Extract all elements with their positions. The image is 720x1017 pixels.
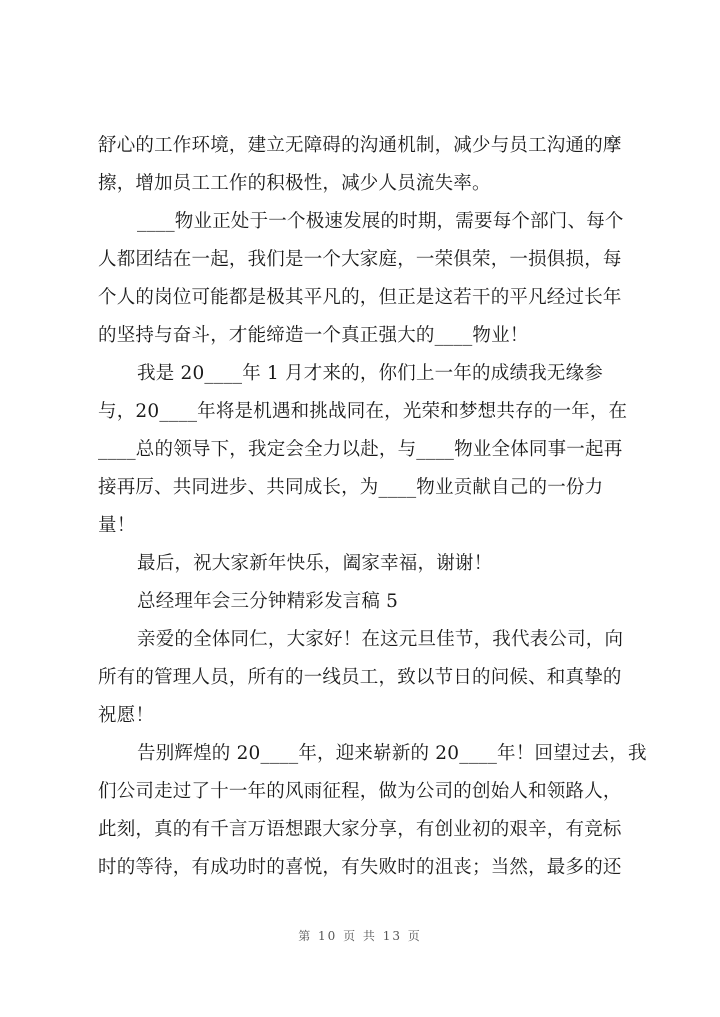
text-line: 人都团结在一起，我们是一个大家庭，一荣俱荣，一损俱损，每 [98, 249, 622, 270]
text-line: 量！ [98, 515, 136, 536]
text-line: 最后，祝大家新年快乐，阖家幸福，谢谢！ [137, 553, 493, 574]
text-line: 我是 20____年 1 月才来的，你们上一年的成绩我无缘参 [137, 363, 603, 384]
text-line: 告别辉煌的 20____年，迎来崭新的 20____年！回望过去，我 [137, 743, 647, 764]
text-line: 所有的管理人员，所有的一线员工，致以节日的问候、和真挚的 [98, 667, 622, 688]
document-body [98, 127, 647, 887]
text-line: 亲爱的全体同仁，大家好！在这元旦佳节，我代表公司，向 [137, 629, 624, 650]
text-line: 擦，增加员工工作的积极性，减少人员流失率。 [98, 173, 491, 194]
text-line: 舒心的工作环境，建立无障碍的沟通机制，减少与员工沟通的摩 [98, 135, 622, 156]
text-line: 祝愿！ [98, 705, 155, 726]
text-line: 此刻，真的有千言万语想跟大家分享，有创业初的艰辛，有竞标 [98, 819, 622, 840]
text-line: 个人的岗位可能都是极其平凡的，但正是这若干的平凡经过长年 [98, 287, 622, 308]
text-line: 的坚持与奋斗，才能缔造一个真正强大的____物业！ [98, 325, 529, 346]
text-line: 总经理年会三分钟精彩发言稿 5 [137, 591, 399, 612]
text-line: 接再厉、共同进步、共同成长，为____物业贡献自己的一份力 [98, 477, 604, 498]
text-line: 与，20____年将是机遇和挑战同在，光荣和梦想共存的一年，在 [98, 401, 628, 422]
text-line: 时的等待，有成功时的喜悦，有失败时的沮丧；当然，最多的还 [98, 857, 622, 878]
text-line: ____物业正处于一个极速发展的时期，需要每个部门、每个 [137, 211, 624, 232]
page-footer: 第 10 页 共 13 页 [298, 929, 422, 943]
text-line: ____总的领导下，我定会全力以赴，与____物业全体同事一起再 [98, 439, 623, 460]
text-line: 们公司走过了十一年的风雨征程，做为公司的创始人和领路人， [98, 781, 622, 802]
